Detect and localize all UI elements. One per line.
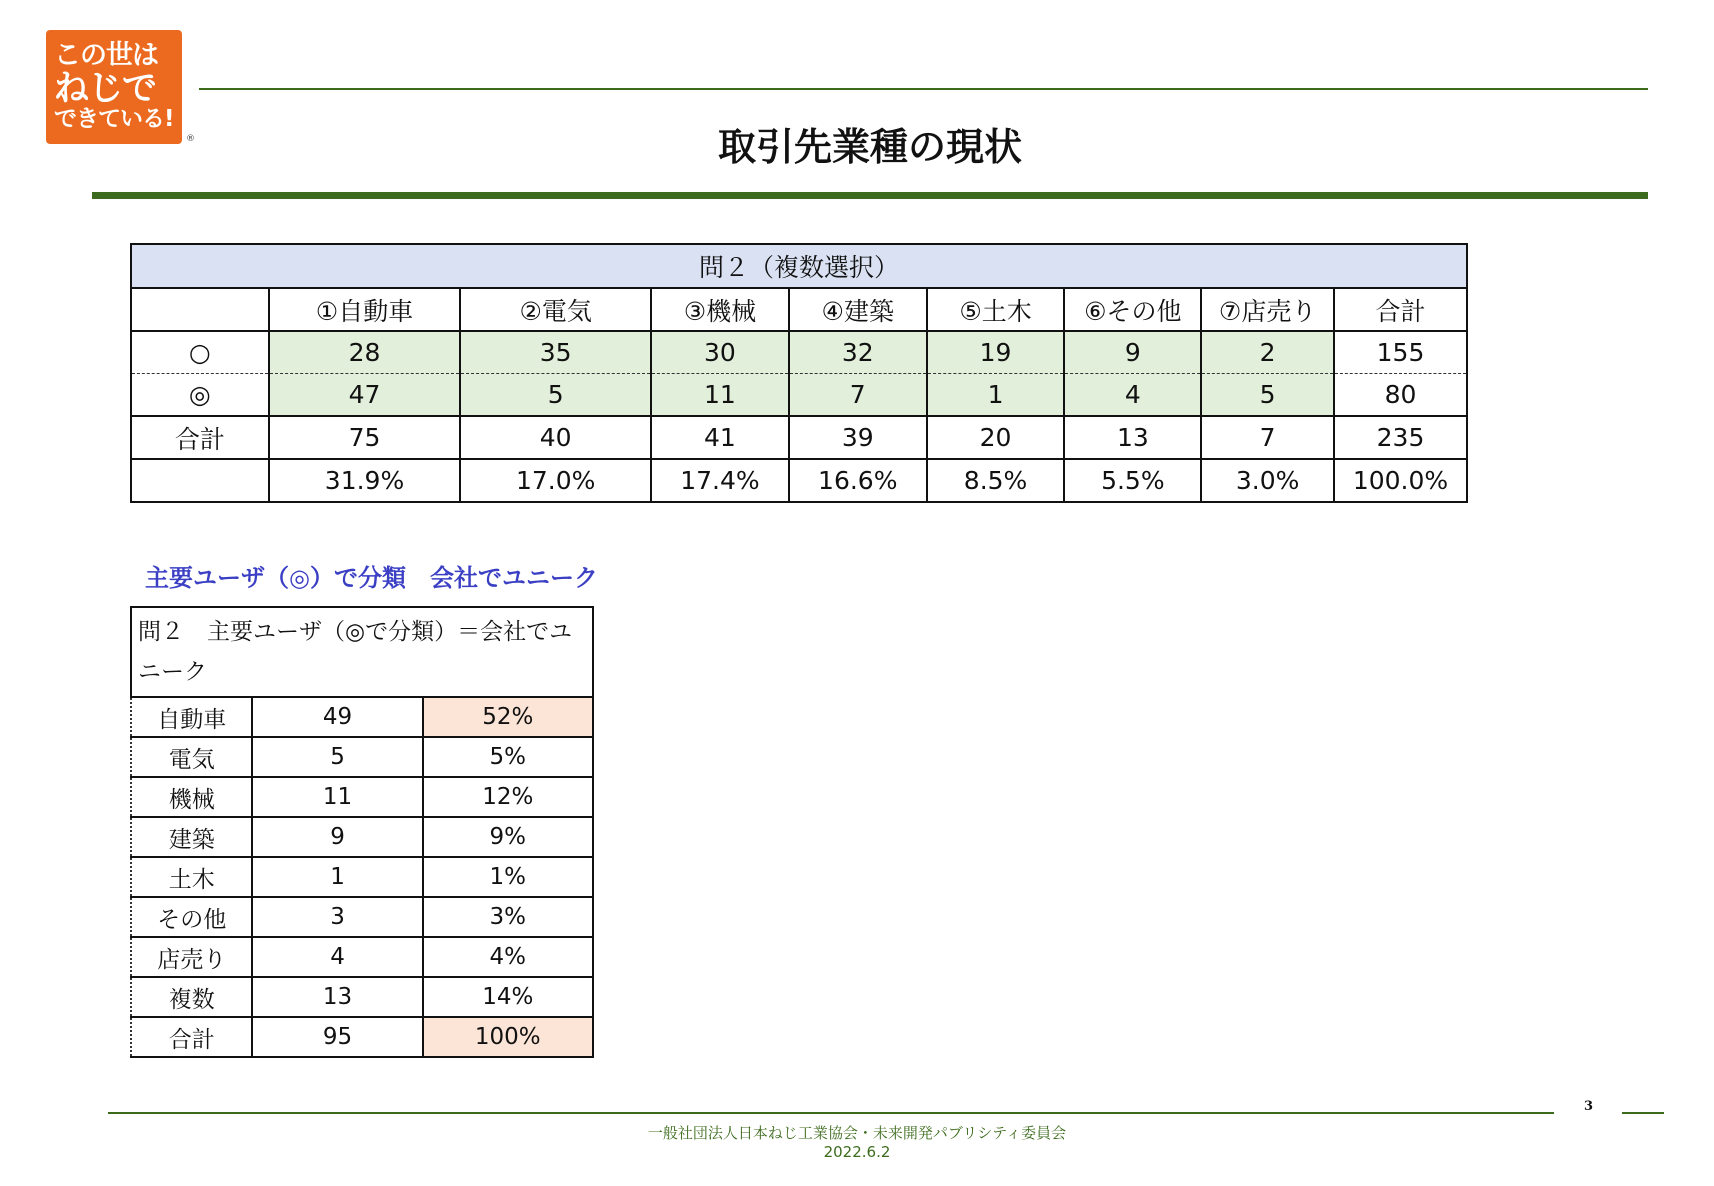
table-cell: 41 (651, 416, 789, 459)
table-cell: 47 (269, 374, 461, 417)
section-subtitle: 主要ユーザ（◎）で分類 会社でユニーク (145, 564, 598, 592)
table-row (131, 459, 1467, 502)
table-row (131, 331, 1467, 374)
table-cell: 5.5% (1064, 459, 1201, 502)
row-label: 合計 (131, 416, 269, 459)
table-cell: 7 (789, 374, 927, 417)
row-label: 建築 (131, 817, 252, 857)
table-row (131, 1017, 593, 1057)
table-cell: 40 (460, 416, 651, 459)
table-cell: 3 (252, 897, 422, 937)
table-cell: 1 (252, 857, 422, 897)
header-cell (131, 288, 269, 331)
row-label: 店売り (131, 937, 252, 977)
registered-mark: ® (186, 134, 195, 144)
table-cell: 17.4% (651, 459, 789, 502)
header-cell: ⑤土木 (927, 288, 1065, 331)
table-cell: 39 (789, 416, 927, 459)
table-cell: 4% (423, 937, 593, 977)
page-number: 3 (1584, 1099, 1594, 1114)
logo-line2: ねじで (54, 68, 157, 109)
row-label: 自動車 (131, 697, 252, 737)
table-cell: 2 (1201, 331, 1334, 374)
table-row (131, 857, 593, 897)
table-cell: 100% (423, 1017, 593, 1057)
table-cell: 30 (651, 331, 789, 374)
table-cell: 9% (423, 817, 593, 857)
header-cell: ⑦店売り (1201, 288, 1334, 331)
table-cell: 16.6% (789, 459, 927, 502)
header-cell: ③機械 (651, 288, 789, 331)
row-label: 機械 (131, 777, 252, 817)
table-cell: 7 (1201, 416, 1334, 459)
table-caption-row (131, 607, 593, 697)
table-cell: 75 (269, 416, 461, 459)
table-row (131, 817, 593, 857)
table-caption-row (131, 244, 1467, 288)
header-cell: 合計 (1334, 288, 1467, 331)
table-row (131, 737, 593, 777)
table-cell: 14% (423, 977, 593, 1017)
industry-table (130, 243, 1468, 503)
table-caption: 問２ 主要ユーザ（◎で分類）＝会社でユニーク (131, 607, 593, 697)
table-cell: 49 (252, 697, 422, 737)
table-cell: 155 (1334, 331, 1467, 374)
table-header-row (131, 288, 1467, 331)
table-row (131, 897, 593, 937)
table-cell: 235 (1334, 416, 1467, 459)
logo-line3: できている! (54, 106, 174, 133)
table-cell: 4 (1064, 374, 1201, 417)
table-cell: 1 (927, 374, 1065, 417)
table-cell: 31.9% (269, 459, 461, 502)
footer-date: 2022.6.2 (823, 1143, 891, 1161)
table-cell: 80 (1334, 374, 1467, 417)
title-underline (92, 192, 1648, 199)
table-cell: 5 (252, 737, 422, 777)
table-cell: 12% (423, 777, 593, 817)
table-row (131, 977, 593, 1017)
table-cell: 9 (252, 817, 422, 857)
table-row (131, 374, 1467, 417)
row-label: 電気 (131, 737, 252, 777)
table-cell: 28 (269, 331, 461, 374)
table-cell: 100.0% (1334, 459, 1467, 502)
header-rule (199, 88, 1648, 90)
logo-line1: この世は (54, 40, 158, 72)
footer-rule-short (1622, 1112, 1664, 1114)
row-label (131, 459, 269, 502)
table-cell: 20 (927, 416, 1065, 459)
table-cell: 11 (252, 777, 422, 817)
table-cell: 3.0% (1201, 459, 1334, 502)
table-cell: 35 (460, 331, 651, 374)
table-cell: 1% (423, 857, 593, 897)
row-label: ◎ (131, 374, 269, 417)
table-cell: 95 (252, 1017, 422, 1057)
table-row (131, 697, 593, 737)
table-cell: 13 (252, 977, 422, 1017)
table-caption: 問２（複数選択） (131, 244, 1467, 288)
footer-rule (108, 1112, 1554, 1114)
table-cell: 17.0% (460, 459, 651, 502)
table-row (131, 416, 1467, 459)
table-row (131, 937, 593, 977)
main-user-table (130, 606, 594, 1058)
row-label: その他 (131, 897, 252, 937)
table-cell: 3% (423, 897, 593, 937)
table-cell: 5 (1201, 374, 1334, 417)
table-cell: 8.5% (927, 459, 1065, 502)
table-cell: 52% (423, 697, 593, 737)
header-cell: ②電気 (460, 288, 651, 331)
row-label: 複数 (131, 977, 252, 1017)
header-cell: ④建築 (789, 288, 927, 331)
table-cell: 5% (423, 737, 593, 777)
table-cell: 13 (1064, 416, 1201, 459)
table-cell: 32 (789, 331, 927, 374)
row-label: 土木 (131, 857, 252, 897)
table-cell: 5 (460, 374, 651, 417)
table-cell: 11 (651, 374, 789, 417)
row-label: 合計 (131, 1017, 252, 1057)
page-title: 取引先業種の現状 (717, 125, 1022, 169)
table-cell: 4 (252, 937, 422, 977)
header-cell: ①自動車 (269, 288, 461, 331)
table-row (131, 777, 593, 817)
row-label: ○ (131, 331, 269, 374)
table-cell: 9 (1064, 331, 1201, 374)
header-cell: ⑥その他 (1064, 288, 1201, 331)
footer-org: 一般社団法人日本ねじ工業協会・未来開発パブリシティ委員会 (647, 1124, 1067, 1142)
table-cell: 19 (927, 331, 1065, 374)
